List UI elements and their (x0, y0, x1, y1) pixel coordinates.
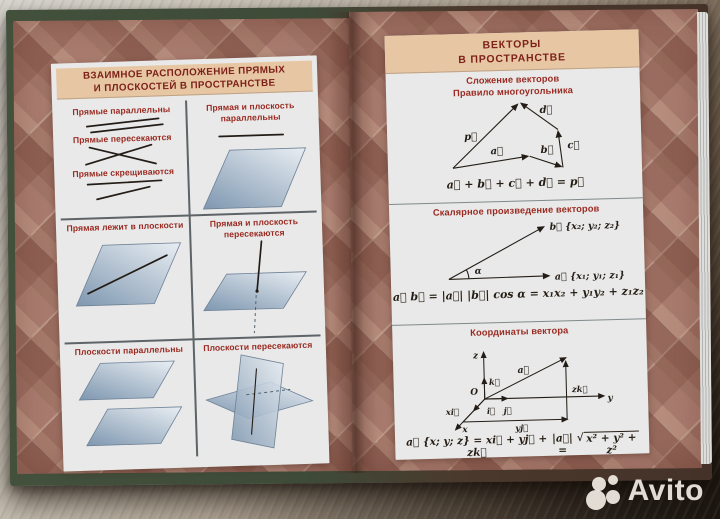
unit-j-label: j⃗ (503, 405, 512, 416)
vector-a-coords-label: a⃗ {x₁; y₁; z₁} (554, 269, 626, 283)
cell-planes-parallel (65, 339, 197, 461)
axis-x-label: x (462, 425, 468, 436)
section-vector-coordinates (392, 319, 649, 463)
line-plane-parallel-diagram (193, 122, 312, 214)
radicand: x² + y² + z² (583, 430, 639, 457)
decomposition-formula: a⃗ {x; y; z} = xi⃗ + yj⃗ + zk⃗ (405, 432, 548, 459)
vector-c-label: c⃗ (567, 139, 580, 151)
magnitude-formula (548, 430, 640, 458)
label-planes-intersect: Плоскости пересекаются (203, 340, 313, 354)
planes-parallel-diagram (70, 355, 191, 453)
origin-label: O (470, 387, 479, 398)
addition-formula: a⃗ + b⃗ + c⃗ + d⃗ = p⃗ (446, 174, 585, 192)
avito-wordmark: Avito (627, 474, 704, 507)
section-dot-product (389, 198, 646, 326)
label-skew-lines: Прямые скрещиваются (72, 165, 175, 180)
vector-b-label: b⃗ (540, 144, 554, 156)
line-plane-intersect-diagram (195, 238, 316, 339)
axis-y-label: y (607, 393, 613, 404)
right-card-title (384, 29, 639, 74)
radical-sign: √ (576, 431, 584, 444)
right-title-line1: ВЕКТОРЫ (482, 37, 542, 52)
heading-dot-product: Скалярное произведение векторов (432, 203, 600, 219)
magnitude-lhs: |a⃗| = (551, 432, 573, 457)
left-page (13, 18, 353, 474)
heading-addition-line1: Сложение векторов (466, 73, 560, 87)
avito-logo-icon (584, 471, 624, 511)
cell-lines (57, 101, 189, 219)
left-card (51, 55, 330, 471)
unit-i-label: i⃗ (486, 405, 496, 416)
label-intersecting-lines: Прямые пересекаются (72, 132, 172, 146)
book (6, 4, 712, 486)
heading-coordinates: Координаты вектора (470, 325, 569, 339)
line-in-plane-diagram (66, 231, 186, 315)
angle-alpha-label: α (474, 266, 482, 277)
label-line-plane-parallel: Прямая и плоскость параллельны (205, 100, 295, 124)
component-yj-label: yj⃗ (515, 422, 529, 433)
left-card-title (56, 61, 313, 100)
left-card-table (57, 97, 324, 461)
component-xi-label: xi⃗ (445, 406, 460, 417)
component-zk-label: zk⃗ (571, 383, 588, 395)
label-line-plane-intersect: Прямая и плоскость пересекаются (209, 216, 299, 240)
vector-b-coords-label: b⃗ {x₂; y₂; z₂} (549, 219, 621, 233)
dot-product-diagram (397, 214, 637, 290)
left-title-line1: ВЗАИМНОЕ РАСПОЛОЖЕНИЕ ПРЯМЫХ (82, 64, 286, 82)
right-card (384, 29, 649, 460)
cell-planes-intersect (193, 335, 325, 457)
unit-k-label: k⃗ (488, 376, 500, 387)
vector-a-label: a⃗ (490, 145, 504, 157)
avito-watermark (584, 471, 704, 511)
polygon-rule-diagram (397, 95, 631, 179)
cell-line-in-plane (61, 215, 193, 343)
heading-addition-line2: Правило многоугольника (452, 85, 574, 99)
skew-lines-diagram (80, 177, 167, 203)
vector-p-label: p⃗ (464, 131, 478, 143)
axis-z-label: z (472, 351, 479, 362)
cell-line-plane-parallel (185, 97, 317, 215)
vector-d-label: d⃗ (539, 104, 553, 116)
vector-a-label-coords: a⃗ (517, 364, 530, 377)
cell-line-plane-intersect (189, 211, 321, 339)
label-line-in-plane: Прямая лежит в плоскости (66, 220, 184, 234)
label-planes-parallel: Плоскости параллельны (74, 344, 184, 358)
dot-product-formula: a⃗ b⃗ = |a⃗| |b⃗| cos α = x₁x₂ + y₁y₂ + z₁z₂ (392, 284, 644, 304)
right-page (349, 9, 702, 471)
section-vector-addition (386, 68, 643, 205)
right-title-line2: В ПРОСТРАНСТВЕ (458, 51, 567, 67)
planes-intersect-diagram (199, 351, 320, 455)
coordinates-diagram (401, 335, 641, 436)
intersecting-lines-diagram (79, 143, 166, 169)
left-title-line2: И ПЛОСКОСТЕЙ В ПРОСТРАНСТВЕ (93, 77, 276, 95)
label-parallel-lines: Прямые параллельны (72, 104, 171, 118)
